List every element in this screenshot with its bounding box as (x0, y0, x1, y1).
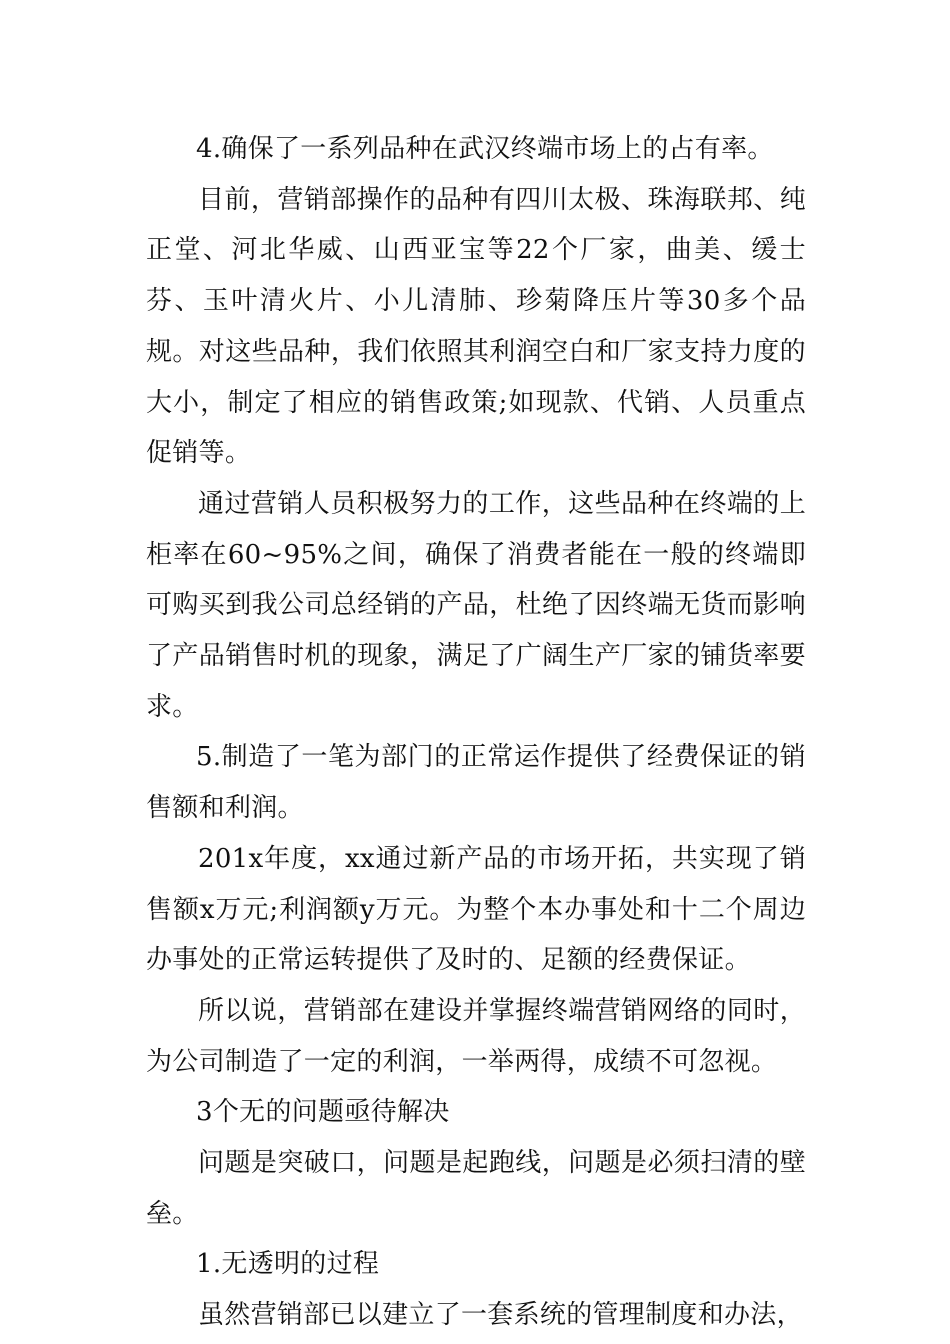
section-heading: 3个无的问题亟待解决 (196, 1097, 450, 1128)
list-item-heading: 1.无透明的过程 (196, 1249, 380, 1280)
body-paragraph: 通过营销人员积极努力的工作，这些品种在终端的上柜率在60~95%之间，确保了消费者能在一般的终端即可购买到我公司总经销的产品，杜绝了因终端无货而影响了产品销售时机的现象，满足了广阔生产厂家的铺货率要求。 (146, 488, 806, 722)
list-item-heading: 5.制造了一笔为部门的正常运作提供了经费保证的销售额和利润。 (146, 742, 806, 824)
body-paragraph: 所以说，营销部在建设并掌握终端营销网络的同时，为公司制造了一定的利润，一举两得，成绩不可忽视。 (146, 995, 806, 1077)
document-body (146, 124, 806, 1341)
body-paragraph: 问题是突破口，问题是起跑线，问题是必须扫清的壁垒。 (146, 1148, 806, 1229)
body-paragraph: 虽然营销部已以建立了一套系统的管理制度和办法， (198, 1300, 803, 1331)
body-paragraph: 201x年度，xx通过新产品的市场开拓，共实现了销售额x万元;利润额y万元。为整个本办事处和十二个周边办事处的正常运转提供了及时的、足额的经费保证。 (146, 843, 806, 976)
body-paragraph: 目前，营销部操作的品种有四川太极、珠海联邦、纯正堂、河北华威、山西亚宝等22个厂家，曲美、缓士芬、玉叶清火片、小儿清肺、珍菊降压片等30多个品规。对这些品种，我们依照其利润空白和厂家支持力度的大小，制定了相应的销售政策;如现款、代销、人员重点促销等。 (146, 184, 806, 469)
list-item-heading: 4.确保了一系列品种在武汉终端市场上的占有率。 (196, 134, 774, 164)
